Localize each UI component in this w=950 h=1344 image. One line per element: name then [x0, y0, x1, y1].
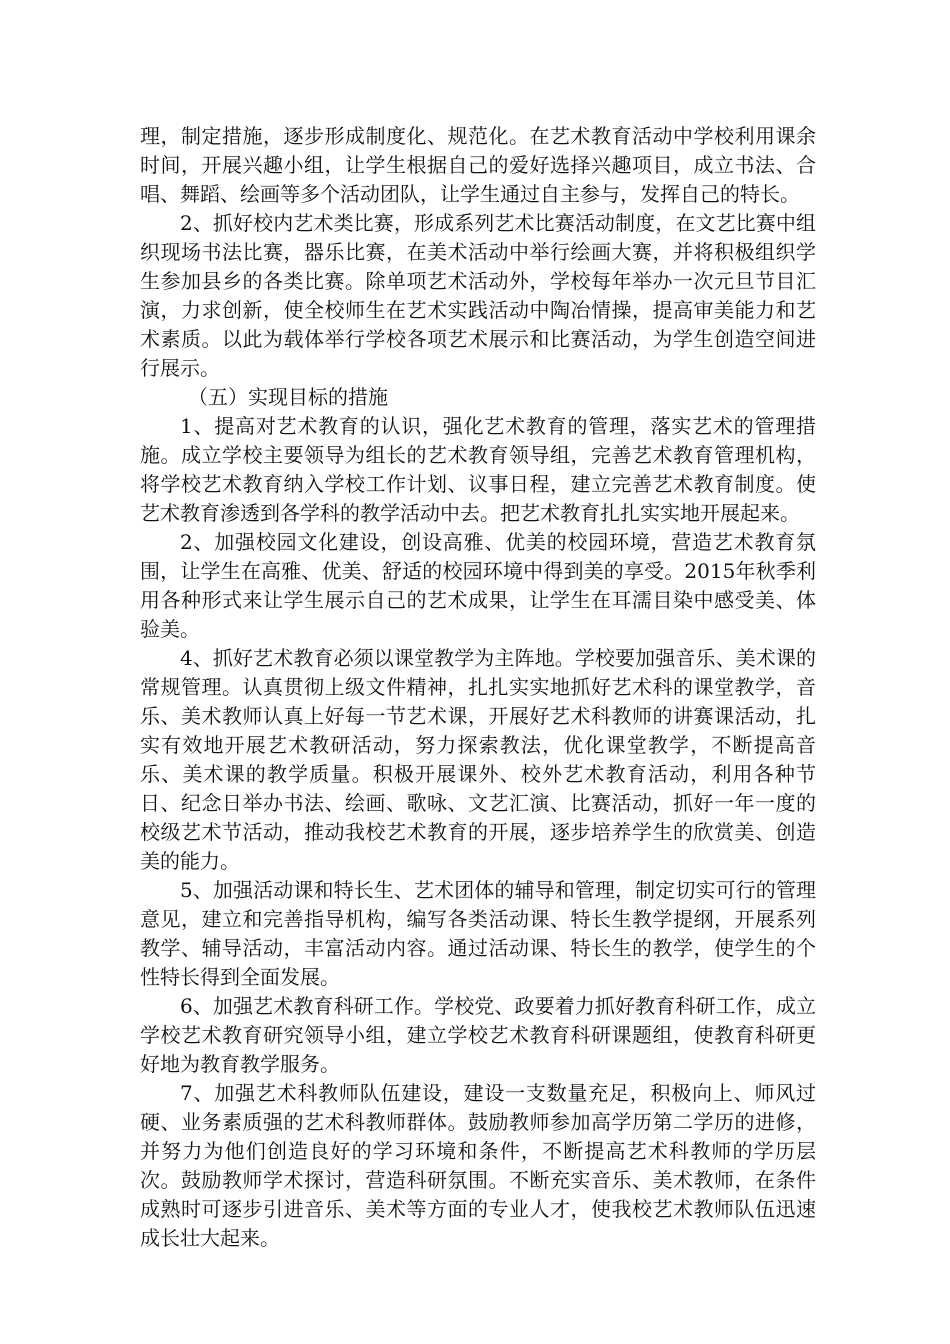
paragraph-item-5-activities: 5、加强活动课和特长生、艺术团体的辅导和管理，制定切实可行的管理意见，建立和完善指导机构，编写各类活动课、特长生教学提纲，开展系列教学、辅导活动，丰富活动内容。通过活动课、特长生的教学，使学生的个性特长得到全面发展。 — [140, 878, 816, 989]
paragraph-item-2-campus-culture: 2、加强校园文化建设，创设高雅、优美的校园环境，营造艺术教育氛围，让学生在高雅、优美、舒适的校园环境中得到美的享受。2015年秋季利用各种形式来让学生展示自己的艺术成果，让学生在耳濡目染中感受美、体验美。 — [140, 530, 816, 641]
section-heading-measures: （五）实现目标的措施 — [188, 385, 388, 409]
document-body — [140, 122, 816, 1253]
paragraph-item-6-research: 6、加强艺术教育科研工作。学校党、政要着力抓好教育科研工作，成立学校艺术教育研究领导小组，建立学校艺术教育科研课题组，使教育科研更好地为教育教学服务。 — [140, 994, 816, 1076]
paragraph-item-2-competitions: 2、抓好校内艺术类比赛，形成系列艺术比赛活动制度，在文艺比赛中组织现场书法比赛，器乐比赛，在美术活动中举行绘画大赛，并将积极组织学生参加县乡的各类比赛。除单项艺术活动外，学校每年举办一次元旦节目汇演，力求创新，使全校师生在艺术实践活动中陶冶情操，提高审美能力和艺术素质。以此为载体举行学校各项艺术展示和比赛活动，为学生创造空间进行展示。 — [140, 211, 816, 380]
paragraph-item-7-teachers: 7、加强艺术科教师队伍建设，建设一支数量充足，积极向上、师风过硬、业务素质强的艺术科教师群体。鼓励教师参加高学历第二学历的进修，并努力为他们创造良好的学习环境和条件，不断提高艺术科教师的学历层次。鼓励教师学术探讨，营造科研氛围。不断充实音乐、美术教师，在条件成熟时可逐步引进音乐、美术等方面的专业人才，使我校艺术教师队伍迅速成长壮大起来。 — [140, 1081, 816, 1250]
paragraph-item-1-awareness: 1、提高对艺术教育的认识，强化艺术教育的管理，落实艺术的管理措施。成立学校主要领导为组长的艺术教育领导组，完善艺术教育管理机构，将学校艺术教育纳入学校工作计划、议事日程，建立完善艺术教育制度。使艺术教育渗透到各学科的教学活动中去。把艺术教育扎扎实实地开展起来。 — [140, 414, 816, 525]
paragraph-continuation: 理，制定措施，逐步形成制度化、规范化。在艺术教育活动中学校利用课余时间，开展兴趣小组，让学生根据自己的爱好选择兴趣项目，成立书法、合唱、舞蹈、绘画等多个活动团队，让学生通过自主参与，发挥自己的特长。 — [140, 124, 816, 206]
paragraph-item-4-classroom: 4、抓好艺术教育必须以课堂教学为主阵地。学校要加强音乐、美术课的常规管理。认真贯彻上级文件精神，扎扎实实地抓好艺术科的课堂教学，音乐、美术教师认真上好每一节艺术课，开展好艺术科教师的讲赛课活动，扎实有效地开展艺术教研活动，努力探索教法，优化课堂教学，不断提高音乐、美术课的教学质量。积极开展课外、校外艺术教育活动，利用各种节日、纪念日举办书法、绘画、歌咏、文艺汇演、比赛活动，抓好一年一度的校级艺术节活动，推动我校艺术教育的开展，逐步培养学生的欣赏美、创造美的能力。 — [140, 646, 816, 873]
